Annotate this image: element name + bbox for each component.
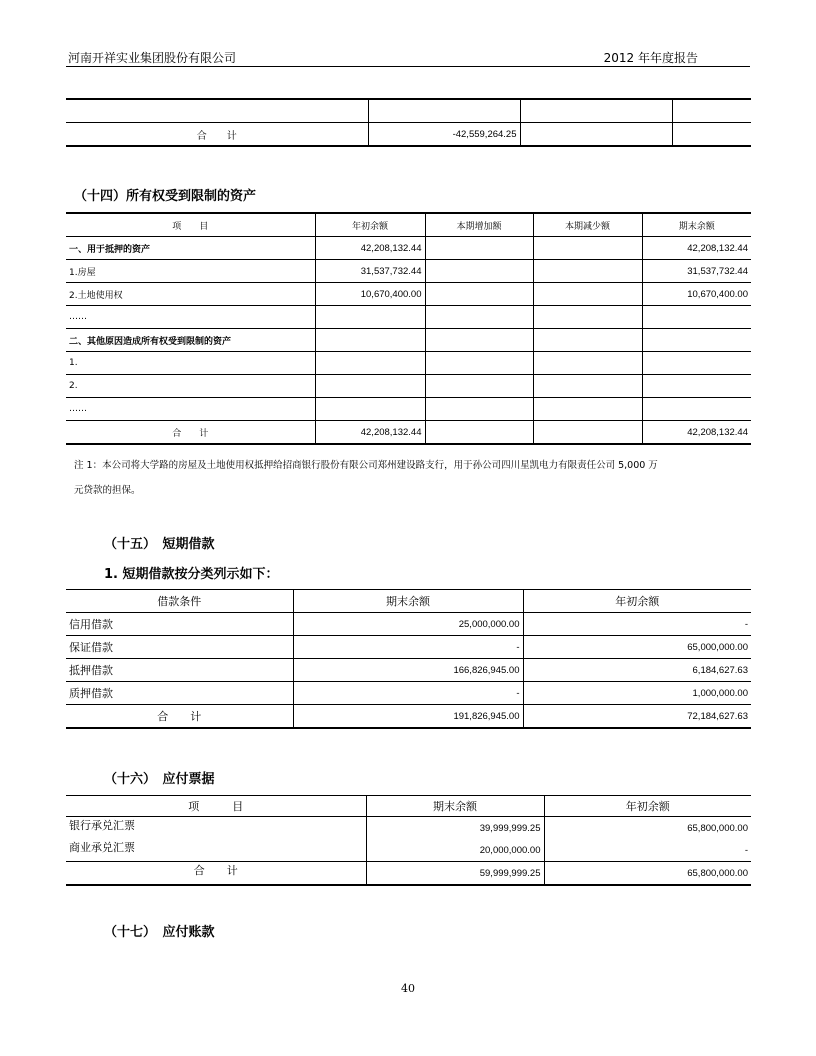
table-cell	[368, 99, 520, 123]
row-label: 信用借款	[66, 613, 293, 636]
row-decrease	[533, 283, 642, 306]
table-row	[66, 329, 751, 352]
row-decrease	[533, 375, 642, 398]
total-begin: 72,184,627.63	[523, 705, 751, 729]
row-label: 二、其他原因造成所有权受到限制的资产	[66, 329, 315, 352]
col-header-end: 期末余额	[366, 796, 544, 817]
row-end: 39,999,999.25	[366, 817, 544, 840]
row-end: 42,208,132.44	[642, 237, 751, 260]
table-row	[66, 613, 751, 636]
total-label: 合 计	[66, 123, 368, 147]
table-total-row	[66, 862, 751, 886]
row-increase	[425, 260, 533, 283]
table-total-row	[66, 123, 751, 147]
table-row	[66, 375, 751, 398]
table-total-row	[66, 421, 751, 445]
total-value: -42,559,264.25	[368, 123, 520, 147]
total-end: 191,826,945.00	[293, 705, 523, 729]
table-header-row	[66, 590, 751, 613]
total-end: 59,999,999.25	[366, 862, 544, 886]
col-header-end: 期末余额	[642, 213, 751, 237]
row-end: -	[293, 682, 523, 705]
table-continued	[66, 98, 751, 147]
header-rule	[66, 66, 750, 67]
col-header-begin: 年初余额	[523, 590, 751, 613]
row-begin: 42,208,132.44	[315, 237, 425, 260]
row-increase	[425, 375, 533, 398]
total-begin: 65,800,000.00	[544, 862, 751, 886]
table-row	[66, 398, 751, 421]
total-label: 合 计	[66, 705, 293, 729]
short-term-loans-table	[66, 589, 751, 729]
row-increase	[425, 398, 533, 421]
table-row	[66, 636, 751, 659]
header-company: 河南开祥实业集团股份有限公司	[68, 51, 237, 65]
row-begin	[315, 306, 425, 329]
row-increase	[425, 329, 533, 352]
row-begin	[315, 329, 425, 352]
note-text	[74, 453, 754, 503]
row-label: 1.房屋	[66, 260, 315, 283]
col-header-condition: 借款条件	[157, 595, 202, 608]
row-label: 保证借款	[66, 636, 293, 659]
note-line-2: 元贷款的担保。	[74, 485, 141, 496]
section-17-title: （十七） 应付账款	[104, 925, 215, 940]
table-row	[66, 839, 751, 862]
row-end	[642, 329, 751, 352]
table-cell	[66, 99, 368, 123]
row-label: 1.	[66, 352, 315, 375]
total-begin: 42,208,132.44	[315, 421, 425, 445]
table-header-row	[66, 213, 751, 237]
col-header-begin: 年初余额	[315, 213, 425, 237]
restricted-assets-table	[66, 212, 751, 445]
table-row	[66, 283, 751, 306]
row-label: 一、用于抵押的资产	[66, 237, 315, 260]
total-label: 合 计	[66, 421, 315, 445]
row-decrease	[533, 306, 642, 329]
row-end	[642, 375, 751, 398]
row-increase	[425, 237, 533, 260]
table-row	[66, 352, 751, 375]
notes-payable-table	[66, 795, 751, 886]
row-end: 31,537,732.44	[642, 260, 751, 283]
col-header-begin: 年初余额	[544, 796, 751, 817]
table-cell	[672, 123, 751, 147]
table-total-row	[66, 705, 751, 729]
table-row	[66, 659, 751, 682]
section-15-title: （十五） 短期借款	[104, 537, 215, 552]
row-label: 2.土地使用权	[66, 283, 315, 306]
table-cell	[425, 421, 533, 445]
col-header-item: 项 目	[66, 796, 366, 817]
row-increase	[425, 352, 533, 375]
section-16-title: （十六） 应付票据	[104, 772, 215, 787]
table-row	[66, 682, 751, 705]
total-label: 合 计	[66, 862, 366, 886]
section-14-title: （十四）所有权受到限制的资产	[74, 189, 257, 204]
col-header-increase: 本期增加额	[425, 213, 533, 237]
row-decrease	[533, 352, 642, 375]
table-row	[66, 817, 751, 840]
row-begin: 65,800,000.00	[544, 817, 751, 840]
col-header-item: 项 目	[172, 221, 209, 232]
row-end: -	[293, 636, 523, 659]
row-begin: 10,670,400.00	[315, 283, 425, 306]
total-end: 42,208,132.44	[642, 421, 751, 445]
row-begin	[315, 398, 425, 421]
row-decrease	[533, 260, 642, 283]
page-number: 40	[401, 982, 415, 995]
row-end: 10,670,400.00	[642, 283, 751, 306]
row-label: ……	[66, 306, 315, 329]
row-label: 银行承兑汇票	[69, 819, 135, 832]
row-label: 商业承兑汇票	[69, 841, 135, 854]
header-report-title: 2012 年年度报告	[603, 51, 698, 65]
row-label: 2.	[66, 375, 315, 398]
note-line-1: 注 1：本公司将大学路的房屋及土地使用权抵押给招商银行股份有限公司郑州建设路支行，用于孙公司四川星凯电力有限责任公司 5,000 万	[74, 460, 658, 471]
col-header-decrease: 本期减少额	[533, 213, 642, 237]
row-begin: 1,000,000.00	[523, 682, 751, 705]
row-begin: -	[523, 613, 751, 636]
row-end: 20,000,000.00	[366, 839, 544, 862]
row-end: 25,000,000.00	[293, 613, 523, 636]
row-end	[642, 398, 751, 421]
row-begin	[315, 375, 425, 398]
row-decrease	[533, 398, 642, 421]
section-15-subtitle: 1. 短期借款按分类列示如下：	[104, 567, 279, 582]
row-decrease	[533, 237, 642, 260]
row-increase	[425, 306, 533, 329]
row-increase	[425, 283, 533, 306]
table-cell	[672, 99, 751, 123]
row-begin	[315, 352, 425, 375]
row-begin: -	[544, 839, 751, 862]
row-label: 抵押借款	[66, 659, 293, 682]
table-header-row	[66, 796, 751, 817]
row-end: 166,826,945.00	[293, 659, 523, 682]
row-end	[642, 352, 751, 375]
table-row	[66, 306, 751, 329]
table-cell	[520, 99, 672, 123]
table-cell	[533, 421, 642, 445]
table-row	[66, 99, 751, 123]
row-label: 质押借款	[66, 682, 293, 705]
table-row	[66, 237, 751, 260]
row-decrease	[533, 329, 642, 352]
row-begin: 65,000,000.00	[523, 636, 751, 659]
row-begin: 31,537,732.44	[315, 260, 425, 283]
table-row	[66, 260, 751, 283]
row-label: ……	[66, 398, 315, 421]
col-header-end: 期末余额	[293, 590, 523, 613]
table-cell	[520, 123, 672, 147]
row-begin: 6,184,627.63	[523, 659, 751, 682]
row-end	[642, 306, 751, 329]
